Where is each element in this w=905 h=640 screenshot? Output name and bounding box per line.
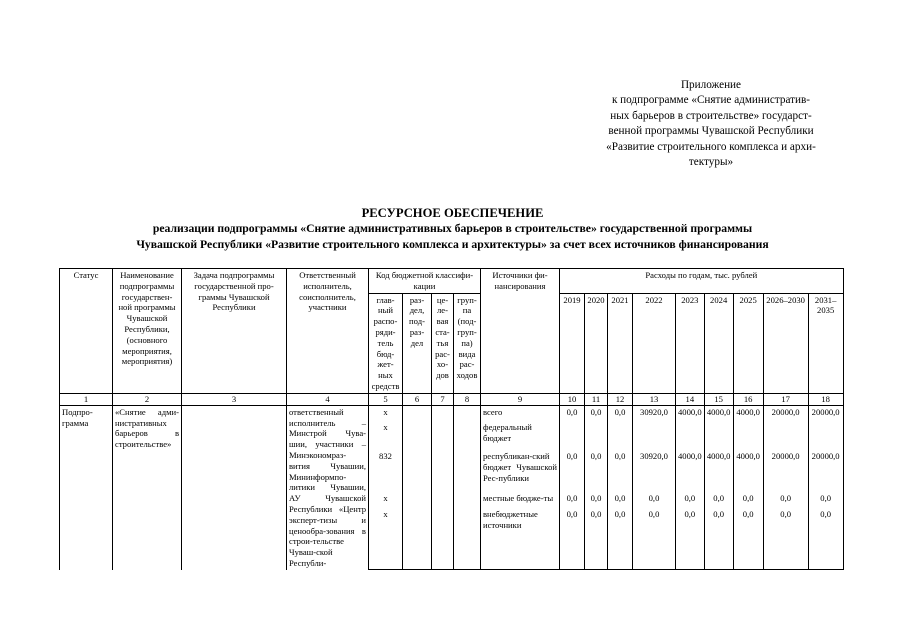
expense-value: 4000,0 [676, 450, 705, 492]
column-number: 10 [560, 393, 585, 405]
expense-value: 20000,0 [808, 450, 843, 492]
funding-source: местные бюдже-ты [481, 492, 560, 508]
expense-value [676, 421, 705, 450]
expense-value: 0,0 [585, 450, 608, 492]
funding-source: внебюджетные источники [481, 508, 560, 570]
expense-value: 0,0 [763, 492, 808, 508]
empty-cell [454, 492, 481, 508]
column-numbers-row [60, 393, 844, 405]
expense-value: 0,0 [633, 508, 676, 570]
expense-value: 0,0 [676, 492, 705, 508]
funding-source: республикан-ский бюджет Чувашской Рес-публики [481, 450, 560, 492]
empty-cell [403, 508, 432, 570]
expense-value: 0,0 [676, 508, 705, 570]
column-number: 12 [608, 393, 633, 405]
appendix-block [578, 78, 844, 170]
header-responsible: Ответственный исполнитель, соисполнитель, участники [287, 269, 369, 394]
expense-value: 20000,0 [763, 405, 808, 421]
expense-value: 0,0 [560, 405, 585, 421]
header-year: 2031–2035 [808, 293, 843, 393]
appendix-heading: Приложение [680, 79, 742, 91]
budget-code: х [369, 421, 403, 450]
header-year: 2019 [560, 293, 585, 393]
expense-value [763, 421, 808, 450]
header-year: 2026–2030 [763, 293, 808, 393]
program-name: «Снятие адми-нистративных барьеров в строительстве» [113, 405, 182, 569]
expense-value: 4000,0 [733, 450, 763, 492]
empty-cell [454, 421, 481, 450]
expense-value [633, 421, 676, 450]
expense-value: 0,0 [633, 492, 676, 508]
empty-cell [403, 492, 432, 508]
column-number: 8 [454, 393, 481, 405]
expense-value: 0,0 [808, 492, 843, 508]
expense-value: 20000,0 [763, 450, 808, 492]
column-number: 4 [287, 393, 369, 405]
resource-table [59, 268, 844, 570]
expense-value [733, 421, 763, 450]
column-number: 6 [403, 393, 432, 405]
expense-value: 4000,0 [676, 405, 705, 421]
expense-value: 0,0 [585, 405, 608, 421]
expense-value: 0,0 [608, 508, 633, 570]
header-sources: Источники фи-нансирования [481, 269, 560, 394]
empty-cell [454, 508, 481, 570]
empty-cell [432, 450, 454, 492]
column-number: 17 [763, 393, 808, 405]
expense-value: 0,0 [808, 508, 843, 570]
expense-value: 0,0 [560, 450, 585, 492]
column-number: 5 [369, 393, 403, 405]
expense-value [808, 421, 843, 450]
program-status: Подпро-грамма [60, 405, 113, 569]
header-name: Наименование подпрограммы государствен-ной программы Чувашской Республики, (основного мероприятия, мероприятия) [113, 269, 182, 394]
expense-value: 4000,0 [733, 405, 763, 421]
header-budget-code: Код бюджетной классифи-кации [369, 269, 481, 294]
appendix-text [578, 93, 844, 170]
appendix-line: тектуры» [688, 156, 734, 169]
header-status: Статус [60, 269, 113, 394]
expense-value: 0,0 [560, 508, 585, 570]
empty-cell [432, 492, 454, 508]
expense-value: 20000,0 [808, 405, 843, 421]
expense-value: 0,0 [585, 492, 608, 508]
column-number: 3 [182, 393, 287, 405]
column-number: 14 [676, 393, 705, 405]
program-responsible: ответственный исполнитель – Минстрой Чува-шии, участники – Минэкономраз-вития Чувашии, Мининформпо-литики Чувашии, АУ Чувашской Республики «Центр эксперт-тизы и ценообра-зования в строи-тельстве Чуваш-ской Республи- [287, 405, 369, 569]
expense-value: 0,0 [704, 492, 733, 508]
funding-source: федеральный бюджет [481, 421, 560, 450]
title-line-3: Чувашской Республики «Развитие строительного комплекса и архитектуры» за счет всех источников финансирования [136, 238, 769, 251]
expense-value: 30920,0 [633, 405, 676, 421]
header-section: раз-дел, под-раз-дел [403, 293, 432, 393]
program-task [182, 405, 287, 569]
header-row [60, 269, 844, 294]
column-number: 2 [113, 393, 182, 405]
expense-value: 0,0 [608, 450, 633, 492]
column-number: 9 [481, 393, 560, 405]
column-number: 18 [808, 393, 843, 405]
header-year: 2024 [704, 293, 733, 393]
column-number: 7 [432, 393, 454, 405]
table-row [60, 405, 844, 421]
column-number: 13 [633, 393, 676, 405]
header-year: 2020 [585, 293, 608, 393]
empty-cell [432, 405, 454, 421]
header-main-manager: глав-ный распо-ряди-тель бюд-жет-ных средств [369, 293, 403, 393]
empty-cell [454, 405, 481, 421]
empty-cell [403, 421, 432, 450]
header-year: 2021 [608, 293, 633, 393]
budget-code: х [369, 492, 403, 508]
expense-value: 0,0 [585, 508, 608, 570]
document-title [0, 205, 905, 253]
expense-value: 0,0 [608, 492, 633, 508]
expense-value [704, 421, 733, 450]
column-number: 16 [733, 393, 763, 405]
expense-value: 0,0 [560, 492, 585, 508]
empty-cell [403, 450, 432, 492]
empty-cell [454, 450, 481, 492]
title-line-2: реализации подпрограммы «Снятие административных барьеров в строительстве» государственной программы [152, 222, 753, 235]
expense-value: 0,0 [704, 508, 733, 570]
appendix-line: венной программы Чувашской Республики [608, 125, 814, 138]
budget-code: х [369, 508, 403, 570]
expense-value [560, 421, 585, 450]
expense-value: 0,0 [763, 508, 808, 570]
expense-value: 0,0 [733, 508, 763, 570]
empty-cell [432, 421, 454, 450]
header-expenses: Расходы по годам, тыс. рублей [560, 269, 844, 294]
empty-cell [432, 508, 454, 570]
header-target-item: це-ле-вая ста-тья рас-хо-дов [432, 293, 454, 393]
funding-source: всего [481, 405, 560, 421]
header-year: 2022 [633, 293, 676, 393]
column-number: 1 [60, 393, 113, 405]
title-main: РЕСУРСНОЕ ОБЕСПЕЧЕНИЕ [361, 206, 544, 220]
budget-code: х [369, 405, 403, 421]
appendix-line: «Развитие строительного комплекса и архи- [606, 140, 816, 153]
expense-value [585, 421, 608, 450]
expense-value: 4000,0 [704, 405, 733, 421]
expense-value: 0,0 [733, 492, 763, 508]
expense-value [608, 421, 633, 450]
expense-value: 0,0 [608, 405, 633, 421]
column-number: 15 [704, 393, 733, 405]
header-year: 2023 [676, 293, 705, 393]
expense-value: 30920,0 [633, 450, 676, 492]
header-expense-group: груп-па (под-груп-па) вида рас-ходов [454, 293, 481, 393]
header-year: 2025 [733, 293, 763, 393]
header-task: Задача подпрограммы государственной про-граммы Чувашской Республики [182, 269, 287, 394]
column-number: 11 [585, 393, 608, 405]
appendix-line: ных барьеров в строительстве» государст- [610, 109, 812, 122]
empty-cell [403, 405, 432, 421]
budget-code: 832 [369, 450, 403, 492]
expense-value: 4000,0 [704, 450, 733, 492]
appendix-line: к подпрограмме «Снятие административ- [611, 94, 811, 107]
